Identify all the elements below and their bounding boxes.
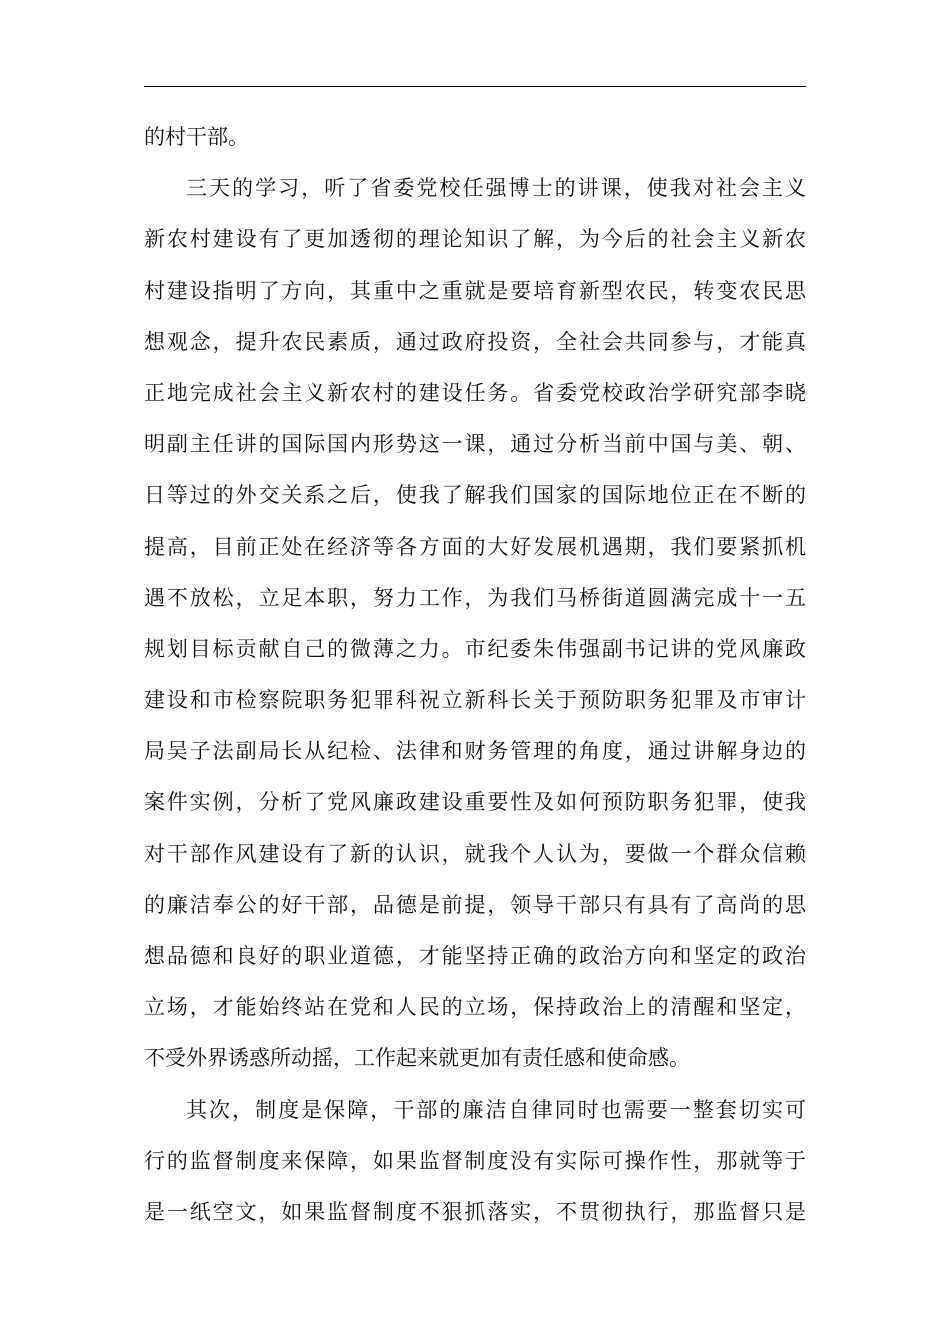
text-line: 的廉洁奉公的好干部，品德是前提，领导干部只有具有了高尚的思 bbox=[144, 892, 806, 917]
text-line: 局吴子法副局长从纪检、法律和财务管理的角度，通过讲解身边的 bbox=[144, 739, 806, 764]
text-line: 其次，制度是保障，干部的廉洁自律同时也需要一整套切实可 bbox=[186, 1097, 806, 1122]
text-line: 案件实例，分析了党风廉政建设重要性及如何预防职务犯罪，使我 bbox=[144, 790, 806, 815]
text-line: 规划目标贡献自己的微薄之力。市纪委朱伟强副书记讲的党风廉政 bbox=[144, 636, 806, 661]
text-line: 日等过的外交关系之后，使我了解我们国家的国际地位正在不断的 bbox=[144, 483, 806, 508]
text-line: 三天的学习，听了省委党校任强博士的讲课，使我对社会主义 bbox=[186, 176, 806, 201]
text-line: 的村干部。 bbox=[144, 125, 249, 149]
text-line: 不受外界诱惑所动摇，工作起来就更加有责任感和使命感。 bbox=[144, 1046, 690, 1071]
text-line: 是一纸空文，如果监督制度不狠抓落实，不贯彻执行，那监督只是 bbox=[144, 1199, 806, 1224]
body-text bbox=[144, 112, 806, 1238]
header-rule bbox=[144, 86, 806, 87]
text-line: 对干部作风建设有了新的认识，就我个人认为，要做一个群众信赖 bbox=[144, 841, 806, 866]
text-line: 新农村建设有了更加透彻的理论知识了解，为今后的社会主义新农 bbox=[144, 227, 806, 252]
text-line: 想观念，提升农民素质，通过政府投资，全社会共同参与，才能真 bbox=[144, 329, 806, 354]
text-line: 想品德和良好的职业道德，才能坚持正确的政治方向和坚定的政治 bbox=[144, 944, 806, 968]
text-line: 遇不放松，立足本职，努力工作，为我们马桥街道圆满完成十一五 bbox=[144, 585, 806, 610]
text-line: 明副主任讲的国际国内形势这一课，通过分析当前中国与美、朝、 bbox=[144, 432, 806, 457]
text-line: 提高，目前正处在经济等各方面的大好发展机遇期，我们要紧抓机 bbox=[144, 534, 806, 559]
text-line: 村建设指明了方向，其重中之重就是要培育新型农民，转变农民思 bbox=[144, 278, 806, 303]
text-line: 建设和市检察院职务犯罪科祝立新科长关于预防职务犯罪及市审计 bbox=[144, 688, 806, 713]
text-line: 立场，才能始终站在党和人民的立场，保持政治上的清醒和坚定， bbox=[144, 995, 806, 1020]
text-line: 正地完成社会主义新农村的建设任务。省委党校政治学研究部李晓 bbox=[144, 380, 806, 405]
text-line: 行的监督制度来保障，如果监督制度没有实际可操作性，那就等于 bbox=[144, 1148, 806, 1173]
